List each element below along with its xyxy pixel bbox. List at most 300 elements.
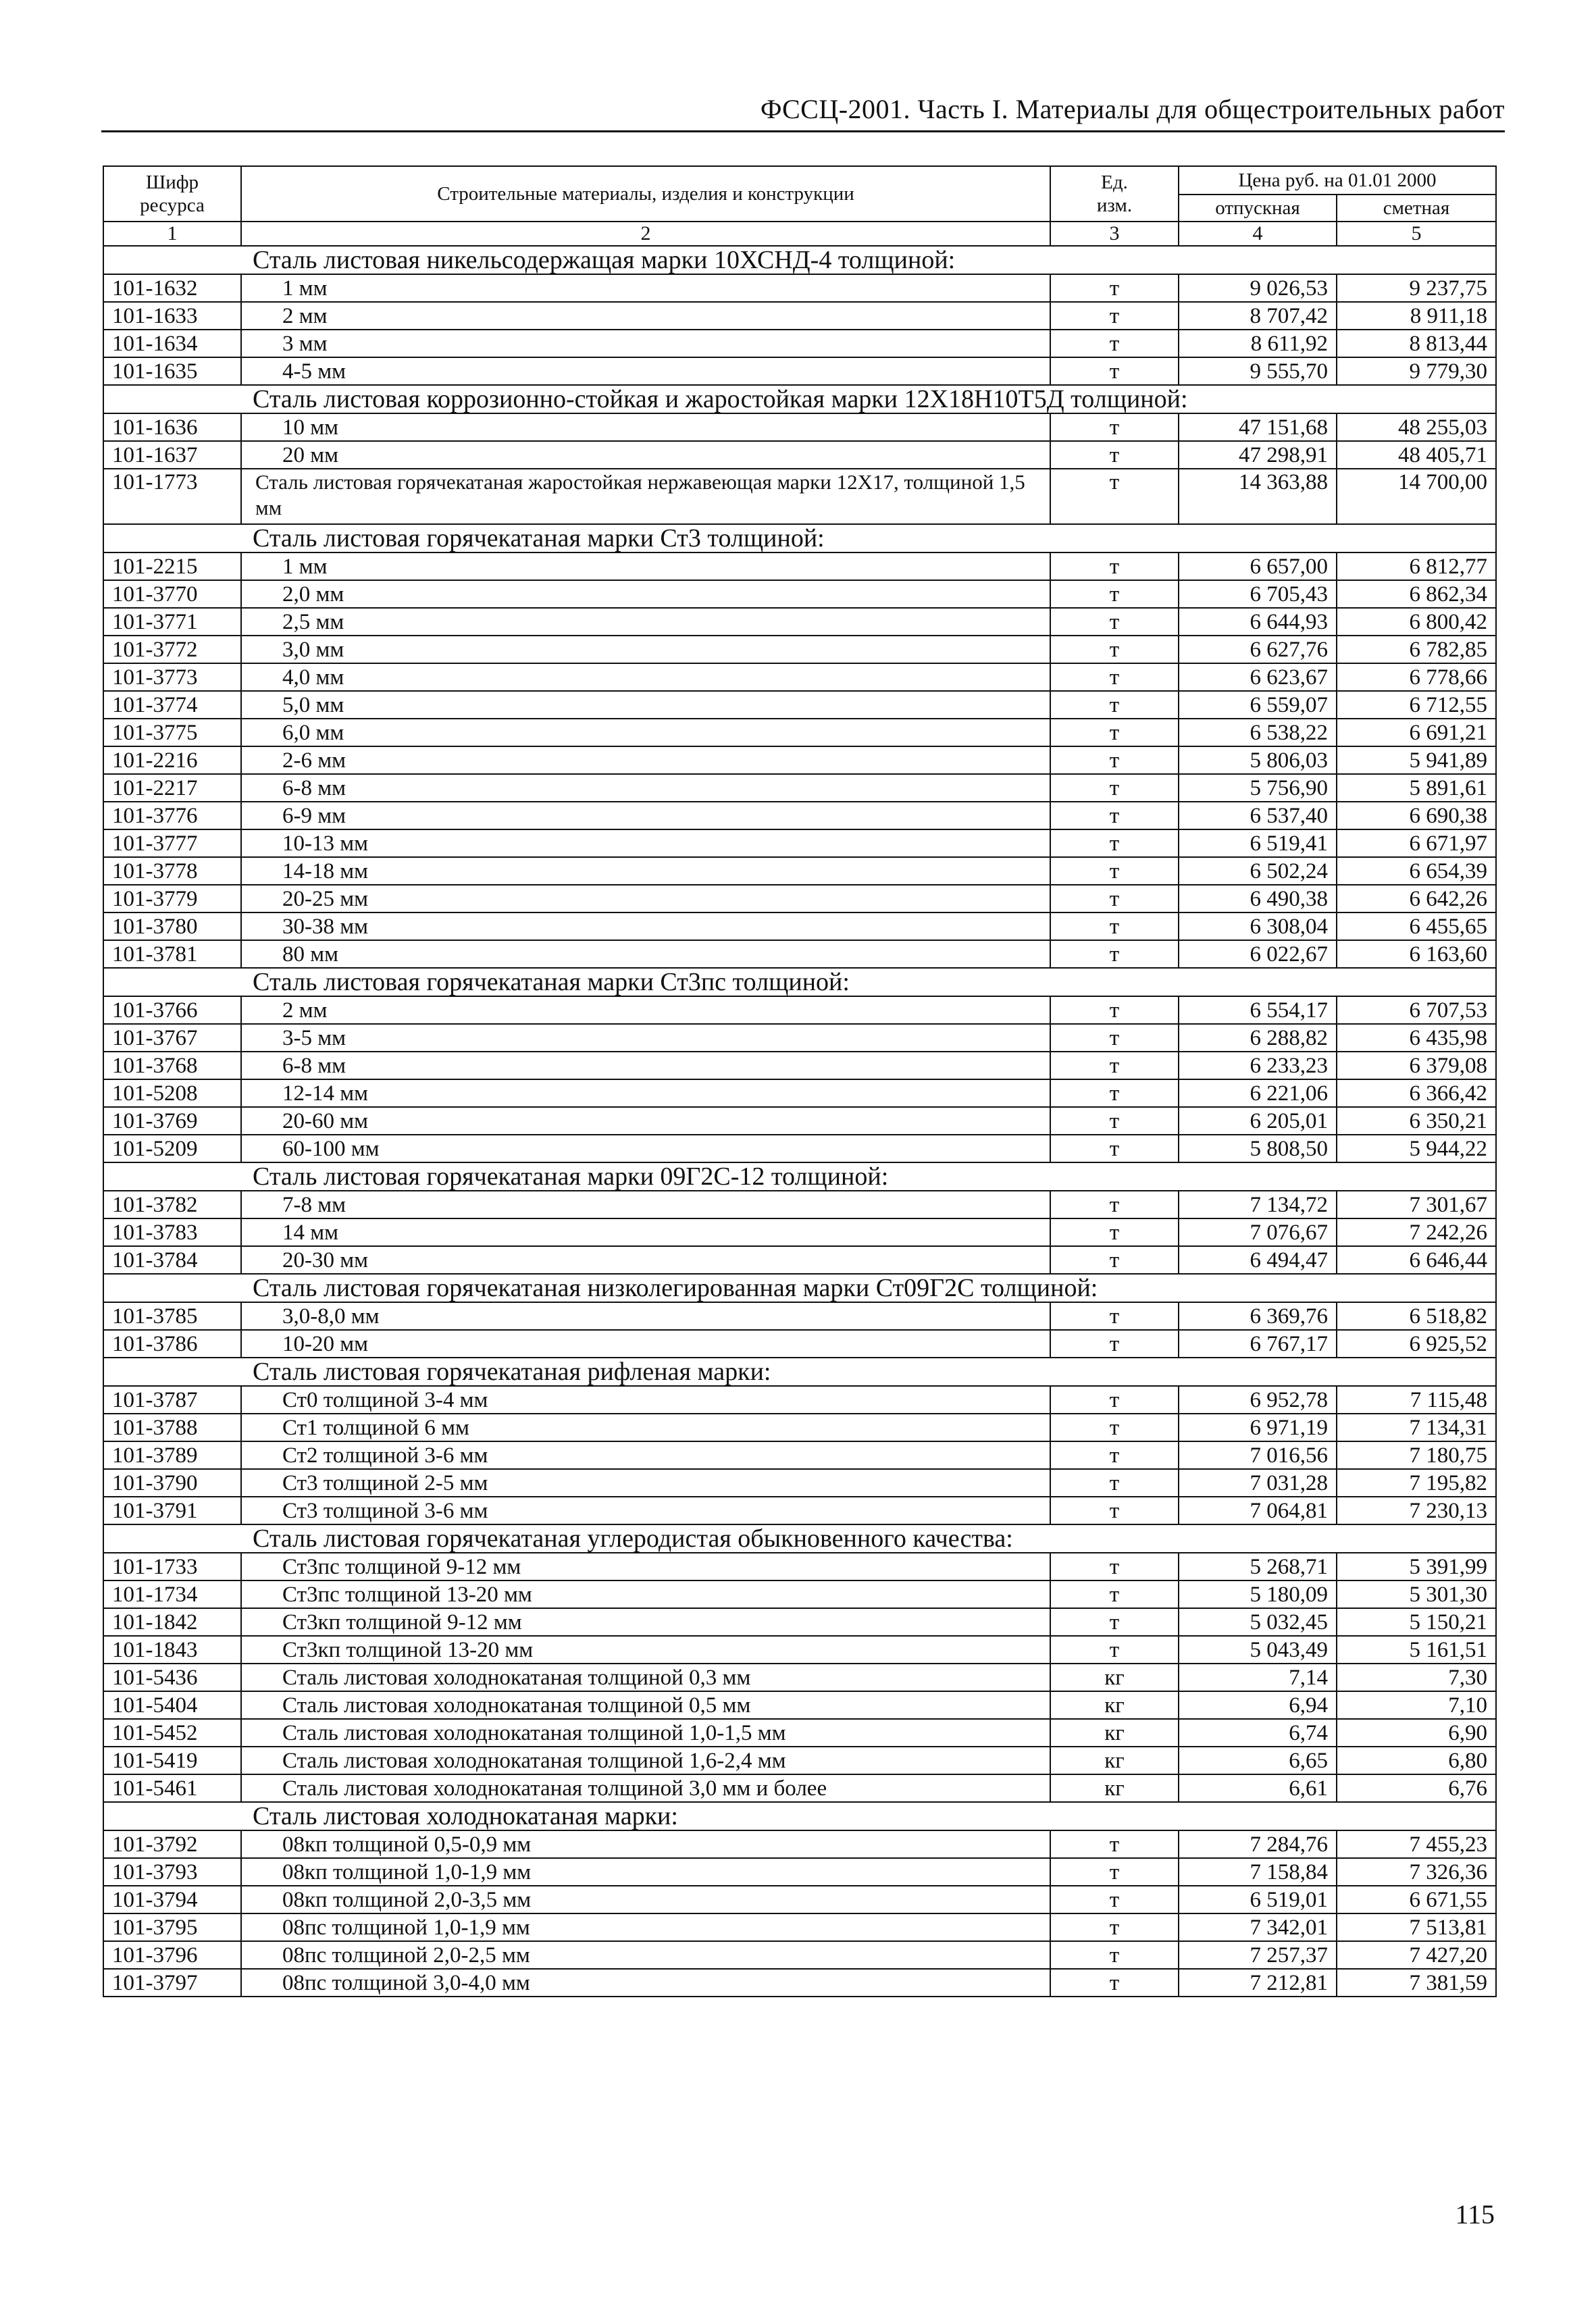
material-name-cell: Сталь листовая холоднокатаная толщиной 0,3 мм	[241, 1664, 1050, 1691]
resource-code-cell: 101-1733	[103, 1553, 241, 1580]
release-price-cell: 6 705,43	[1179, 580, 1337, 608]
estimate-price-cell: 6 862,34	[1337, 580, 1496, 608]
estimate-price-cell: 7 230,13	[1337, 1497, 1496, 1524]
release-price-cell: 5 268,71	[1179, 1553, 1337, 1580]
section-header-row	[103, 1358, 1496, 1386]
col-code-header: Шифр ресурса	[103, 166, 241, 222]
resource-code-cell: 101-3794	[103, 1886, 241, 1913]
header-rule	[101, 130, 1505, 132]
material-name-cell: 08пс толщиной 3,0-4,0 мм	[241, 1969, 1050, 1997]
estimate-price-cell: 6 691,21	[1337, 719, 1496, 746]
material-name-cell: 1 мм	[241, 552, 1050, 580]
unit-cell: т	[1050, 1052, 1179, 1079]
resource-code-cell: 101-3781	[103, 940, 241, 968]
page-number: 115	[1455, 2199, 1495, 2230]
unit-cell: т	[1050, 1330, 1179, 1358]
release-price-cell: 7 284,76	[1179, 1830, 1337, 1858]
unit-cell: т	[1050, 274, 1179, 302]
material-name-cell: Ст3 толщиной 2-5 мм	[241, 1469, 1050, 1497]
material-name-cell: 2-6 мм	[241, 746, 1050, 774]
unit-cell: кг	[1050, 1664, 1179, 1691]
release-price-cell: 7 342,01	[1179, 1913, 1337, 1941]
material-name-cell: 6-9 мм	[241, 802, 1050, 829]
page-header-title: ФССЦ-2001. Часть I. Материалы для общестроительных работ	[760, 94, 1505, 124]
estimate-price-cell: 6 800,42	[1337, 608, 1496, 636]
estimate-price-cell: 5 391,99	[1337, 1553, 1496, 1580]
unit-cell: т	[1050, 1553, 1179, 1580]
unit-cell: т	[1050, 996, 1179, 1024]
estimate-price-cell: 6 350,21	[1337, 1107, 1496, 1135]
unit-cell: т	[1050, 1107, 1179, 1135]
estimate-price-cell: 6 925,52	[1337, 1330, 1496, 1358]
release-price-cell: 6 519,41	[1179, 829, 1337, 857]
material-name-cell: 2,5 мм	[241, 608, 1050, 636]
material-name-cell: 3-5 мм	[241, 1024, 1050, 1052]
col-number-5: 5	[1337, 222, 1496, 246]
resource-code-cell: 101-3786	[103, 1330, 241, 1358]
resource-code-cell: 101-3766	[103, 996, 241, 1024]
estimate-price-cell: 7 455,23	[1337, 1830, 1496, 1858]
material-name-cell: Ст3кп толщиной 9-12 мм	[241, 1608, 1050, 1636]
resource-code-cell: 101-1843	[103, 1636, 241, 1664]
estimate-price-cell: 6 671,97	[1337, 829, 1496, 857]
release-price-cell: 5 808,50	[1179, 1135, 1337, 1162]
unit-cell: т	[1050, 774, 1179, 802]
material-name-cell: 2,0 мм	[241, 580, 1050, 608]
estimate-price-cell: 7 381,59	[1337, 1969, 1496, 1997]
material-name-cell: 08кп толщиной 0,5-0,9 мм	[241, 1830, 1050, 1858]
table-row	[103, 552, 1496, 580]
unit-cell: кг	[1050, 1719, 1179, 1747]
table-row	[103, 1691, 1496, 1719]
section-title: Сталь листовая горячекатаная марки Ст3 толщиной:	[103, 524, 1496, 552]
release-price-cell: 5 180,09	[1179, 1580, 1337, 1608]
resource-code-cell: 101-3788	[103, 1414, 241, 1441]
estimate-price-cell: 6 671,55	[1337, 1886, 1496, 1913]
resource-code-cell: 101-1632	[103, 274, 241, 302]
section-title: Сталь листовая горячекатаная углеродистая обыкновенного качества:	[103, 1524, 1496, 1553]
estimate-price-cell: 7,10	[1337, 1691, 1496, 1719]
unit-cell: т	[1050, 912, 1179, 940]
col-name-header: Строительные материалы, изделия и конструкции	[241, 166, 1050, 222]
material-name-cell: Ст0 толщиной 3-4 мм	[241, 1386, 1050, 1414]
estimate-price-cell: 7 301,67	[1337, 1191, 1496, 1218]
release-price-cell: 6 022,67	[1179, 940, 1337, 968]
resource-code-cell: 101-5461	[103, 1774, 241, 1802]
table-row	[103, 469, 1496, 524]
resource-code-cell: 101-5452	[103, 1719, 241, 1747]
unit-cell: т	[1050, 413, 1179, 441]
material-name-cell: 4-5 мм	[241, 357, 1050, 385]
material-name-cell: Сталь листовая холоднокатаная толщиной 1,0-1,5 мм	[241, 1719, 1050, 1747]
table-row	[103, 1969, 1496, 1997]
resource-code-cell: 101-3797	[103, 1969, 241, 1997]
material-name-cell: 80 мм	[241, 940, 1050, 968]
material-name-cell: Ст3пс толщиной 13-20 мм	[241, 1580, 1050, 1608]
unit-cell: т	[1050, 663, 1179, 691]
estimate-price-cell: 6 654,39	[1337, 857, 1496, 885]
unit-cell: т	[1050, 357, 1179, 385]
estimate-price-cell: 7 326,36	[1337, 1858, 1496, 1886]
material-name-cell: 3,0-8,0 мм	[241, 1302, 1050, 1330]
material-name-cell: 10 мм	[241, 413, 1050, 441]
price-table-header	[103, 166, 1496, 246]
table-row	[103, 1024, 1496, 1052]
table-row	[103, 996, 1496, 1024]
release-price-cell: 6,74	[1179, 1719, 1337, 1747]
material-name-cell: 14-18 мм	[241, 857, 1050, 885]
resource-code-cell: 101-3771	[103, 608, 241, 636]
resource-code-cell: 101-2216	[103, 746, 241, 774]
resource-code-cell: 101-3793	[103, 1858, 241, 1886]
release-price-cell: 6 205,01	[1179, 1107, 1337, 1135]
estimate-price-cell: 6 690,38	[1337, 802, 1496, 829]
resource-code-cell: 101-5436	[103, 1664, 241, 1691]
table-row	[103, 330, 1496, 357]
table-row	[103, 802, 1496, 829]
unit-cell: т	[1050, 1497, 1179, 1524]
estimate-price-cell: 7 513,81	[1337, 1913, 1496, 1941]
unit-cell: кг	[1050, 1691, 1179, 1719]
material-name-cell: 10-13 мм	[241, 829, 1050, 857]
material-name-cell: 2 мм	[241, 302, 1050, 330]
table-row	[103, 1469, 1496, 1497]
resource-code-cell: 101-5208	[103, 1079, 241, 1107]
estimate-price-cell: 6 712,55	[1337, 691, 1496, 719]
unit-cell: т	[1050, 1246, 1179, 1274]
material-name-cell: 08кп толщиной 1,0-1,9 мм	[241, 1858, 1050, 1886]
col-number-1: 1	[103, 222, 241, 246]
table-row	[103, 1246, 1496, 1274]
table-row	[103, 691, 1496, 719]
material-name-cell: Ст3кп толщиной 13-20 мм	[241, 1636, 1050, 1664]
unit-cell: т	[1050, 1024, 1179, 1052]
price-table-body	[103, 246, 1496, 1997]
resource-code-cell: 101-3796	[103, 1941, 241, 1969]
table-row	[103, 1497, 1496, 1524]
unit-cell: т	[1050, 1079, 1179, 1107]
unit-cell: т	[1050, 1386, 1179, 1414]
resource-code-cell: 101-3773	[103, 663, 241, 691]
section-title: Сталь листовая горячекатаная марки 09Г2С-12 толщиной:	[103, 1162, 1496, 1191]
release-price-cell: 8 707,42	[1179, 302, 1337, 330]
release-price-cell: 6,61	[1179, 1774, 1337, 1802]
col-number-2: 2	[241, 222, 1050, 246]
unit-cell: т	[1050, 302, 1179, 330]
unit-cell: т	[1050, 1469, 1179, 1497]
material-name-cell: 08пс толщиной 2,0-2,5 мм	[241, 1941, 1050, 1969]
resource-code-cell: 101-1773	[103, 469, 241, 524]
release-price-cell: 5 806,03	[1179, 746, 1337, 774]
table-row	[103, 1302, 1496, 1330]
table-row	[103, 1886, 1496, 1913]
estimate-price-cell: 6,76	[1337, 1774, 1496, 1802]
resource-code-cell: 101-1734	[103, 1580, 241, 1608]
table-row	[103, 1107, 1496, 1135]
release-price-cell: 7,14	[1179, 1664, 1337, 1691]
table-row	[103, 302, 1496, 330]
resource-code-cell: 101-3785	[103, 1302, 241, 1330]
table-row	[103, 1830, 1496, 1858]
material-name-cell: 2 мм	[241, 996, 1050, 1024]
resource-code-cell: 101-3768	[103, 1052, 241, 1079]
release-price-cell: 7 134,72	[1179, 1191, 1337, 1218]
release-price-cell: 6 554,17	[1179, 996, 1337, 1024]
resource-code-cell: 101-3784	[103, 1246, 241, 1274]
estimate-price-cell: 7,30	[1337, 1664, 1496, 1691]
estimate-price-cell: 6 455,65	[1337, 912, 1496, 940]
material-name-cell: 60-100 мм	[241, 1135, 1050, 1162]
unit-cell: т	[1050, 1441, 1179, 1469]
estimate-price-cell: 9 779,30	[1337, 357, 1496, 385]
material-name-cell: 3,0 мм	[241, 636, 1050, 663]
estimate-price-cell: 6 646,44	[1337, 1246, 1496, 1274]
section-title: Сталь листовая никельсодержащая марки 10ХСНД-4 толщиной:	[103, 246, 1496, 274]
resource-code-cell: 101-1634	[103, 330, 241, 357]
unit-cell: т	[1050, 1191, 1179, 1218]
estimate-price-cell: 14 700,00	[1337, 469, 1496, 524]
material-name-cell: 20-60 мм	[241, 1107, 1050, 1135]
resource-code-cell: 101-1636	[103, 413, 241, 441]
material-name-cell: 6-8 мм	[241, 1052, 1050, 1079]
release-price-cell: 6 369,76	[1179, 1302, 1337, 1330]
table-row	[103, 441, 1496, 469]
resource-code-cell: 101-3790	[103, 1469, 241, 1497]
resource-code-cell: 101-3769	[103, 1107, 241, 1135]
section-header-row	[103, 385, 1496, 413]
material-name-cell: 12-14 мм	[241, 1079, 1050, 1107]
resource-code-cell: 101-3787	[103, 1386, 241, 1414]
table-row	[103, 912, 1496, 940]
unit-cell: т	[1050, 1858, 1179, 1886]
resource-code-cell: 101-2217	[103, 774, 241, 802]
unit-cell: т	[1050, 1636, 1179, 1664]
estimate-price-cell: 5 161,51	[1337, 1636, 1496, 1664]
unit-cell: т	[1050, 691, 1179, 719]
unit-cell: т	[1050, 552, 1179, 580]
material-name-cell: 1 мм	[241, 274, 1050, 302]
material-name-cell: 20-25 мм	[241, 885, 1050, 912]
resource-code-cell: 101-3795	[103, 1913, 241, 1941]
release-price-cell: 7 212,81	[1179, 1969, 1337, 1997]
estimate-price-cell: 6 518,82	[1337, 1302, 1496, 1330]
unit-cell: т	[1050, 1969, 1179, 1997]
estimate-price-cell: 6,90	[1337, 1719, 1496, 1747]
resource-code-cell: 101-3775	[103, 719, 241, 746]
table-row	[103, 357, 1496, 385]
estimate-price-cell: 5 150,21	[1337, 1608, 1496, 1636]
section-title: Сталь листовая горячекатаная рифленая марки:	[103, 1358, 1496, 1386]
estimate-price-cell: 5 941,89	[1337, 746, 1496, 774]
unit-cell: т	[1050, 1830, 1179, 1858]
release-price-cell: 6 288,82	[1179, 1024, 1337, 1052]
estimate-price-cell: 8 911,18	[1337, 302, 1496, 330]
release-price-cell: 5 043,49	[1179, 1636, 1337, 1664]
estimate-price-cell: 6 435,98	[1337, 1024, 1496, 1052]
release-price-cell: 6 494,47	[1179, 1246, 1337, 1274]
resource-code-cell: 101-3779	[103, 885, 241, 912]
release-price-cell: 9 555,70	[1179, 357, 1337, 385]
unit-cell: т	[1050, 829, 1179, 857]
estimate-price-cell: 9 237,75	[1337, 274, 1496, 302]
table-row	[103, 1441, 1496, 1469]
resource-code-cell: 101-3772	[103, 636, 241, 663]
release-price-cell: 6 490,38	[1179, 885, 1337, 912]
table-row	[103, 580, 1496, 608]
release-price-cell: 7 257,37	[1179, 1941, 1337, 1969]
release-price-cell: 6 559,07	[1179, 691, 1337, 719]
section-title: Сталь листовая холоднокатаная марки:	[103, 1802, 1496, 1830]
material-name-cell: 20 мм	[241, 441, 1050, 469]
release-price-cell: 6 767,17	[1179, 1330, 1337, 1358]
resource-code-cell: 101-1635	[103, 357, 241, 385]
estimate-price-cell: 5 301,30	[1337, 1580, 1496, 1608]
release-price-cell: 6 308,04	[1179, 912, 1337, 940]
material-name-cell: Сталь листовая холоднокатаная толщиной 1,6-2,4 мм	[241, 1747, 1050, 1774]
estimate-price-cell: 7 180,75	[1337, 1441, 1496, 1469]
unit-cell: т	[1050, 1414, 1179, 1441]
material-name-cell: 14 мм	[241, 1218, 1050, 1246]
table-row	[103, 1913, 1496, 1941]
release-price-cell: 7 064,81	[1179, 1497, 1337, 1524]
release-price-cell: 6 221,06	[1179, 1079, 1337, 1107]
release-price-cell: 7 158,84	[1179, 1858, 1337, 1886]
material-name-cell: Ст3пс толщиной 9-12 мм	[241, 1553, 1050, 1580]
material-name-cell: Сталь листовая холоднокатаная толщиной 3,0 мм и более	[241, 1774, 1050, 1802]
estimate-price-cell: 6,80	[1337, 1747, 1496, 1774]
section-title: Сталь листовая коррозионно-стойкая и жаростойкая марки 12Х18Н10Т5Д толщиной:	[103, 385, 1496, 413]
material-name-cell: 10-20 мм	[241, 1330, 1050, 1358]
unit-cell: т	[1050, 1941, 1179, 1969]
table-row	[103, 1719, 1496, 1747]
section-header-row	[103, 968, 1496, 996]
resource-code-cell: 101-3782	[103, 1191, 241, 1218]
table-row	[103, 885, 1496, 912]
release-price-cell: 6,65	[1179, 1747, 1337, 1774]
release-price-cell: 7 016,56	[1179, 1441, 1337, 1469]
table-row	[103, 1553, 1496, 1580]
resource-code-cell: 101-3789	[103, 1441, 241, 1469]
material-name-cell: 3 мм	[241, 330, 1050, 357]
table-row	[103, 274, 1496, 302]
unit-cell: т	[1050, 330, 1179, 357]
estimate-price-cell: 7 115,48	[1337, 1386, 1496, 1414]
release-price-cell: 5 756,90	[1179, 774, 1337, 802]
resource-code-cell: 101-3770	[103, 580, 241, 608]
table-row	[103, 1052, 1496, 1079]
table-row	[103, 1135, 1496, 1162]
table-row	[103, 940, 1496, 968]
unit-cell: т	[1050, 1608, 1179, 1636]
resource-code-cell: 101-1842	[103, 1608, 241, 1636]
material-name-cell: Ст2 толщиной 3-6 мм	[241, 1441, 1050, 1469]
table-row	[103, 1330, 1496, 1358]
release-price-cell: 6 233,23	[1179, 1052, 1337, 1079]
unit-cell: т	[1050, 1302, 1179, 1330]
estimate-price-cell: 7 427,20	[1337, 1941, 1496, 1969]
material-name-cell: 08пс толщиной 1,0-1,9 мм	[241, 1913, 1050, 1941]
resource-code-cell: 101-3767	[103, 1024, 241, 1052]
col-estimate-header: сметная	[1337, 195, 1496, 222]
estimate-price-cell: 7 242,26	[1337, 1218, 1496, 1246]
material-name-cell: Сталь листовая холоднокатаная толщиной 0,5 мм	[241, 1691, 1050, 1719]
unit-cell: т	[1050, 469, 1179, 524]
release-price-cell: 7 076,67	[1179, 1218, 1337, 1246]
release-price-cell: 6 644,93	[1179, 608, 1337, 636]
table-row	[103, 1580, 1496, 1608]
table-row	[103, 857, 1496, 885]
table-row	[103, 829, 1496, 857]
table-row	[103, 1191, 1496, 1218]
estimate-price-cell: 5 944,22	[1337, 1135, 1496, 1162]
table-row	[103, 1414, 1496, 1441]
unit-cell: т	[1050, 636, 1179, 663]
estimate-price-cell: 6 366,42	[1337, 1079, 1496, 1107]
table-row	[103, 1774, 1496, 1802]
release-price-cell: 6 657,00	[1179, 552, 1337, 580]
resource-code-cell: 101-5419	[103, 1747, 241, 1774]
table-row	[103, 1608, 1496, 1636]
col-release-header: отпускная	[1179, 195, 1337, 222]
material-name-cell: 20-30 мм	[241, 1246, 1050, 1274]
resource-code-cell: 101-3792	[103, 1830, 241, 1858]
release-price-cell: 6 952,78	[1179, 1386, 1337, 1414]
unit-cell: т	[1050, 1886, 1179, 1913]
resource-code-cell: 101-1633	[103, 302, 241, 330]
estimate-price-cell: 7 195,82	[1337, 1469, 1496, 1497]
estimate-price-cell: 6 642,26	[1337, 885, 1496, 912]
section-header-row	[103, 246, 1496, 274]
resource-code-cell: 101-3777	[103, 829, 241, 857]
release-price-cell: 7 031,28	[1179, 1469, 1337, 1497]
release-price-cell: 47 298,91	[1179, 441, 1337, 469]
section-header-row	[103, 1802, 1496, 1830]
table-row	[103, 774, 1496, 802]
resource-code-cell: 101-5209	[103, 1135, 241, 1162]
resource-code-cell: 101-3783	[103, 1218, 241, 1246]
resource-code-cell: 101-3774	[103, 691, 241, 719]
estimate-price-cell: 5 891,61	[1337, 774, 1496, 802]
col-number-4: 4	[1179, 222, 1337, 246]
section-header-row	[103, 524, 1496, 552]
release-price-cell: 8 611,92	[1179, 330, 1337, 357]
material-name-cell: 6,0 мм	[241, 719, 1050, 746]
release-price-cell: 47 151,68	[1179, 413, 1337, 441]
material-name-cell: 6-8 мм	[241, 774, 1050, 802]
unit-cell: т	[1050, 1218, 1179, 1246]
resource-code-cell: 101-3778	[103, 857, 241, 885]
unit-cell: т	[1050, 608, 1179, 636]
resource-code-cell: 101-5404	[103, 1691, 241, 1719]
resource-code-cell: 101-3791	[103, 1497, 241, 1524]
material-name-cell: 5,0 мм	[241, 691, 1050, 719]
section-title: Сталь листовая горячекатаная низколегированная марки Ст09Г2С толщиной:	[103, 1274, 1496, 1302]
release-price-cell: 6 537,40	[1179, 802, 1337, 829]
estimate-price-cell: 48 405,71	[1337, 441, 1496, 469]
release-price-cell: 9 026,53	[1179, 274, 1337, 302]
release-price-cell: 14 363,88	[1179, 469, 1337, 524]
resource-code-cell: 101-3776	[103, 802, 241, 829]
release-price-cell: 6 971,19	[1179, 1414, 1337, 1441]
unit-cell: кг	[1050, 1747, 1179, 1774]
material-name-cell: 08кп толщиной 2,0-3,5 мм	[241, 1886, 1050, 1913]
table-row	[103, 1218, 1496, 1246]
unit-cell: т	[1050, 857, 1179, 885]
unit-cell: т	[1050, 1580, 1179, 1608]
table-row	[103, 746, 1496, 774]
table-row	[103, 1386, 1496, 1414]
unit-cell: т	[1050, 719, 1179, 746]
